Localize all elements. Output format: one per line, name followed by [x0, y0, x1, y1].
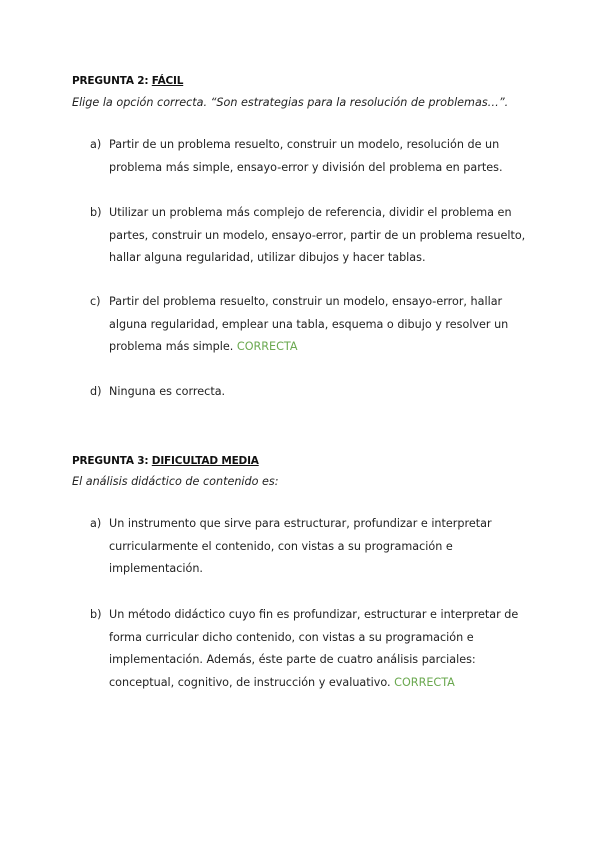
question-2-option-a: [90, 134, 530, 179]
question-3-option-b: [90, 604, 530, 694]
question-2-option-d: [90, 381, 530, 404]
option-letter: b): [90, 608, 102, 621]
question-2-label: PREGUNTA 2:: [72, 75, 149, 87]
question-3-level: DIFICULTAD MEDIA: [151, 455, 259, 467]
option-text: Un instrumento que sirve para estructurar, profundizar e interpretar curricularmente el contenido, con vistas a su programación e implementación.: [109, 517, 492, 575]
question-2-option-b: [90, 202, 530, 270]
question-2-level: FÁCIL: [151, 75, 184, 87]
option-letter: a): [90, 517, 102, 530]
option-text: Ninguna es correcta.: [109, 385, 226, 398]
question-3-prompt: El análisis didáctico de contenido es:: [72, 475, 279, 488]
correct-mark: CORRECTA: [236, 340, 298, 353]
correct-mark: CORRECTA: [394, 675, 455, 689]
option-text: Utilizar un problema más complejo de referencia, dividir el problema en partes, construir un modelo, ensayo-error, partir de un problema resuelto, hallar alguna regularidad, utilizar dibujos y hacer tablas.: [109, 206, 526, 264]
option-letter: b): [90, 206, 102, 219]
option-letter: a): [90, 138, 102, 151]
question-2-prompt: Elige la opción correcta. “Son estrategias para la resolución de problemas…”.: [72, 96, 509, 109]
option-letter: d): [90, 385, 102, 398]
question-2-heading: [72, 75, 183, 87]
question-3-heading: [72, 455, 259, 467]
question-3-label: PREGUNTA 3:: [72, 455, 149, 467]
option-letter: c): [90, 295, 101, 308]
option-text: Un método didáctico cuyo fin es profundizar, estructurar e interpretar de forma curricular dicho contenido, con vistas a su programación e implementación. Además, éste parte de cuatro análisis parciales: conceptual, cognitivo, de instrucción y evaluativo.: [109, 608, 519, 689]
option-text: Partir del problema resuelto, construir un modelo, ensayo-error, hallar alguna regularidad, emplear una tabla, esquema o dibujo y resolver un problema más simple.: [109, 295, 509, 353]
option-text: Partir de un problema resuelto, construir un modelo, resolución de un problema más simple, ensayo-error y división del problema en partes.: [109, 138, 503, 174]
question-2-option-c: [90, 291, 530, 359]
question-3-option-a: [90, 513, 530, 581]
